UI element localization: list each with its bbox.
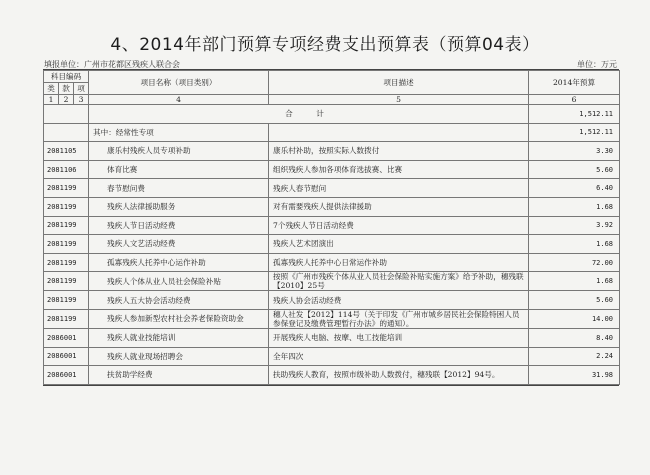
row-name: 体育比赛 [89,160,269,179]
row-name: 孤寡残疾人托养中心运作补助 [89,253,269,272]
currency-unit: 单位：万元 [577,60,617,69]
header-budget: 2014年预算 [529,71,620,95]
row-amount: 5.60 [529,291,620,310]
header-kuan: 款 [59,83,74,95]
row-name: 残疾人五大协会活动经费 [89,291,269,310]
row-amount: 1.68 [529,235,620,254]
header-project-desc: 项目描述 [269,71,529,95]
row-desc: 穗人社发【2012】114号（关于印发《广州市城乡居民社会保险特困人员参保登记及缴费管理暂行办法》的通知）。 [269,309,529,328]
col-index-6: 6 [529,95,620,105]
row-desc: 按照《广州市残疾个体从业人员社会保险补贴实施方案》给予补助，穗残联【2010】25号 [269,272,529,291]
subtotal-label: 其中：经常性专项 [89,123,269,142]
row-name: 残疾人就业技能培训 [89,328,269,347]
row-amount: 5.60 [529,160,620,179]
col-index-3: 3 [74,95,89,105]
row-code: 2081199 [44,235,89,254]
row-code: 2086001 [44,328,89,347]
subtotal-amount: 1,512.11 [529,123,620,142]
row-desc: 孤寡残疾人托养中心日常运作补助 [269,253,529,272]
row-amount: 6.40 [529,179,620,198]
row-amount: 8.40 [529,328,620,347]
col-index-2: 2 [59,95,74,105]
row-amount: 31.98 [529,366,620,385]
row-name: 残疾人节日活动经费 [89,216,269,235]
row-amount: 1.68 [529,197,620,216]
table-row [44,216,620,235]
header-project-name: 项目名称（项目类别） [89,71,269,95]
table-row [44,347,620,366]
header-xiang: 项 [74,83,89,95]
table-row [44,197,620,216]
table-row [44,309,620,328]
row-desc: 残疾人协会活动经费 [269,291,529,310]
reporting-unit: 填报单位：广州市花都区残疾人联合会 [44,60,180,69]
row-amount: 3.92 [529,216,620,235]
row-code: 2081199 [44,216,89,235]
table-row [44,235,620,254]
total-label: 合 计 [89,105,529,124]
row-desc: 残疾人春节慰问 [269,179,529,198]
row-name: 康乐村残疾人员专项补助 [89,142,269,161]
header-lei: 类 [44,83,59,95]
row-amount: 14.00 [529,309,620,328]
row-name: 残疾人个体从业人员社会保险补贴 [89,272,269,291]
row-amount: 3.30 [529,142,620,161]
table-row [44,366,620,385]
page-title: 4、2014年部门预算专项经费支出预算表（预算04表） [110,35,540,55]
row-desc: 开展残疾人电脑、按摩、电工技能培训 [269,328,529,347]
table-row [44,160,620,179]
col-index-1: 1 [44,95,59,105]
row-amount: 1.68 [529,272,620,291]
total-amount: 1,512.11 [529,105,620,124]
row-amount: 2.24 [529,347,620,366]
row-code: 2086001 [44,366,89,385]
row-amount: 72.00 [529,253,620,272]
table-row [44,142,620,161]
row-code: 2081199 [44,309,89,328]
row-code: 2081105 [44,142,89,161]
subtotal-row [44,123,620,142]
row-code: 2086001 [44,347,89,366]
row-desc: 全年四次 [269,347,529,366]
table-row [44,291,620,310]
row-desc: 残疾人艺术团演出 [269,235,529,254]
row-name: 扶贫助学经费 [89,366,269,385]
row-code: 2081199 [44,253,89,272]
row-desc: 组织残疾人参加各项体育选拔赛、比赛 [269,160,529,179]
table-row [44,179,620,198]
budget-table-container [43,69,619,386]
row-name: 残疾人参加新型农村社会养老保险资助金 [89,309,269,328]
row-code: 2081199 [44,179,89,198]
total-row [44,105,620,124]
row-name: 残疾人文艺活动经费 [89,235,269,254]
row-desc: 扶助残疾人教育，按照市级补助人数拨付，穗残联【2012】94号。 [269,366,529,385]
table-row [44,328,620,347]
row-name: 残疾人就业现场招聘会 [89,347,269,366]
table-row [44,272,620,291]
row-code: 2081199 [44,197,89,216]
row-code: 2081199 [44,272,89,291]
row-code: 2081106 [44,160,89,179]
row-code: 2081199 [44,291,89,310]
row-desc: 对有需要残疾人提供法律援助 [269,197,529,216]
table-row [44,253,620,272]
col-index-5: 5 [269,95,529,105]
row-name: 残疾人法律援助服务 [89,197,269,216]
col-index-4: 4 [89,95,269,105]
row-name: 春节慰问费 [89,179,269,198]
budget-table [43,70,620,385]
header-subject-code: 科目编码 [44,71,89,83]
row-desc: 7个残疾人节日活动经费 [269,216,529,235]
row-desc: 康乐村补助，按照实际人数拨付 [269,142,529,161]
